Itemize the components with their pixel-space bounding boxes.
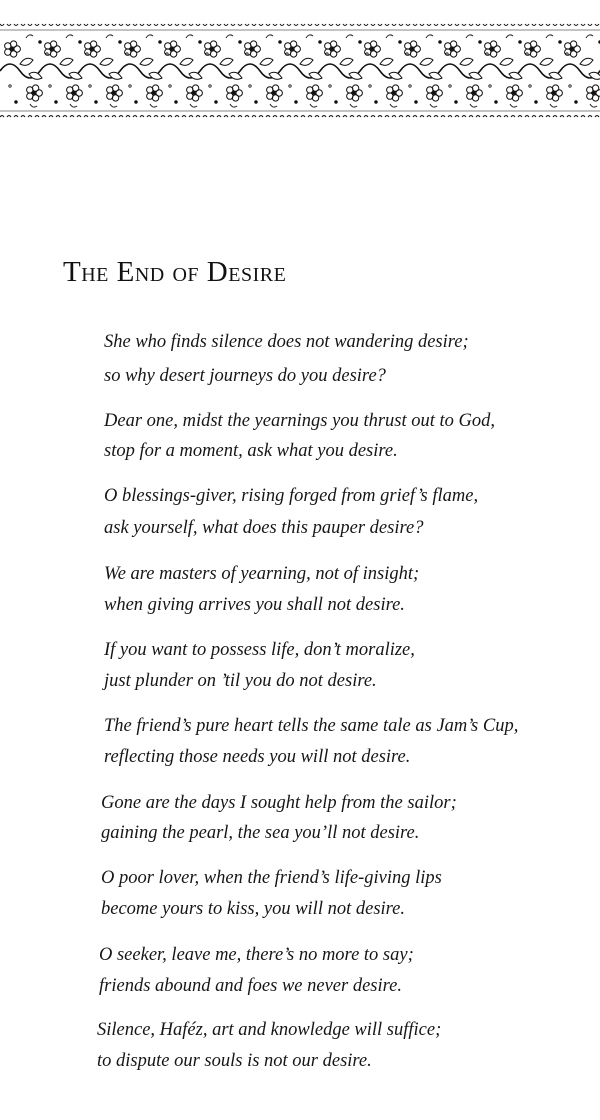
poem-line: ask yourself, what does this pauper desire?	[104, 518, 424, 538]
poem-line: reflecting those needs you will not desire.	[104, 747, 411, 767]
poem-line: She who finds silence does not wandering desire;	[104, 332, 469, 352]
poem-line: stop for a moment, ask what you desire.	[104, 441, 398, 461]
poem-line: Dear one, midst the yearnings you thrust out to God,	[104, 411, 496, 431]
poem-line: gaining the pearl, the sea you’ll not desire.	[101, 823, 420, 843]
poem-line: Silence, Haféz, art and knowledge will suffice;	[97, 1020, 442, 1040]
poem-line: become yours to kiss, you will not desire.	[101, 899, 406, 919]
poem-line: O poor lover, when the friend’s life-giving lips	[101, 868, 442, 888]
poem-line: Gone are the days I sought help from the sailor;	[101, 793, 457, 813]
floral-border	[0, 16, 600, 126]
poem-line: just plunder on ’til you do not desire.	[104, 671, 377, 691]
poem-line: O blessings-giver, rising forged from grief’s flame,	[104, 486, 479, 506]
poem-line: to dispute our souls is not our desire.	[97, 1051, 372, 1071]
poem-line: when giving arrives you shall not desire.	[104, 595, 405, 615]
poem-line: The friend’s pure heart tells the same tale as Jam’s Cup,	[104, 716, 519, 736]
poem-line: If you want to possess life, don’t moralize,	[104, 640, 415, 660]
poem-line: friends abound and foes we never desire.	[99, 976, 402, 996]
floral-vine-border-icon	[0, 16, 600, 126]
poem-line: We are masters of yearning, not of insight;	[104, 564, 420, 584]
poem-line: so why desert journeys do you desire?	[104, 366, 386, 386]
poem-title: The End of Desire	[63, 256, 287, 288]
poem-line: O seeker, leave me, there’s no more to say;	[99, 945, 414, 965]
